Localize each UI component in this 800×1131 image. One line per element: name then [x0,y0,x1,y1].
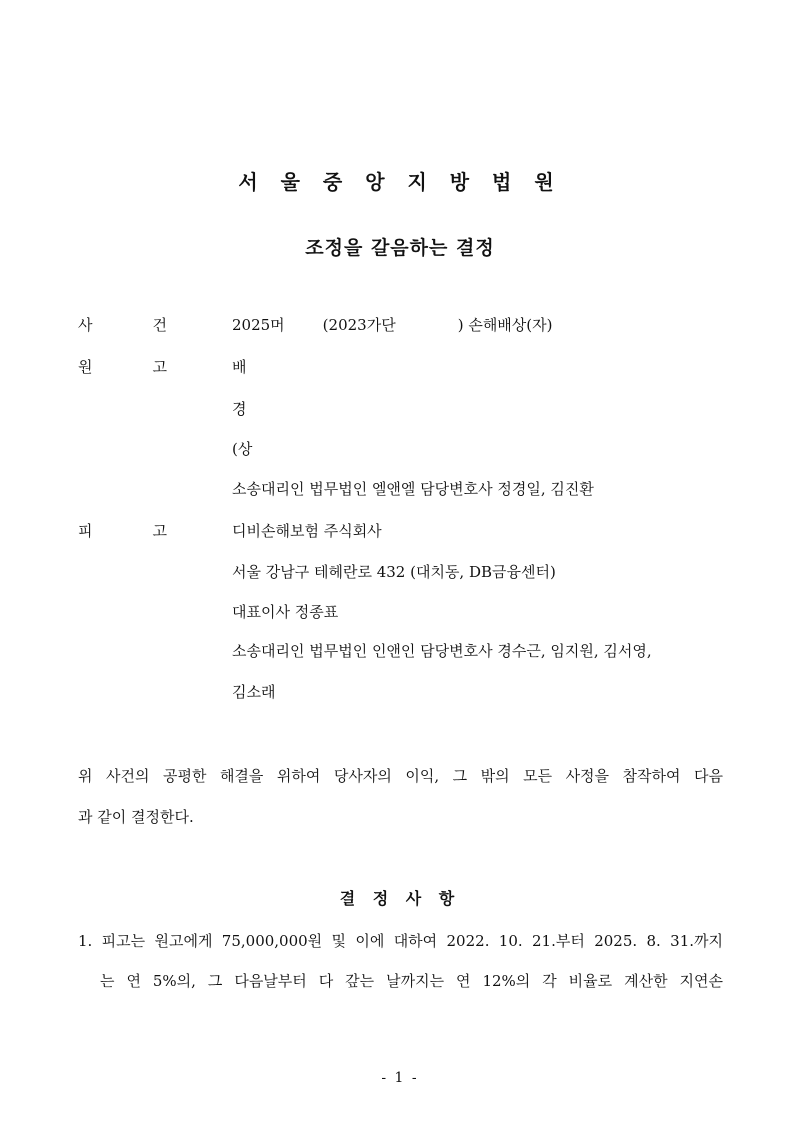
defendant-label-char-1: 피 [78,522,93,540]
plaintiff-address-detail: (상 [232,440,253,458]
intro-line-1: 위 사건의 공평한 해결을 위하여 당사자의 이익, 그 밖의 모든 사정을 참작하여 다음 [78,767,723,785]
case-label-char-2: 건 [152,316,167,334]
defendant-label [78,520,188,541]
intro-line-2: 과 같이 결정한다. [78,808,194,826]
defendant-representative: 대표이사 정종표 [232,603,339,621]
plaintiff-label [78,356,188,377]
plaintiff-attorney: 소송대리인 법무법인 엘앤엘 담당변호사 정경일, 김진환 [232,480,594,498]
case-label-char-1: 사 [78,316,93,334]
case-number: 2025머 [232,316,285,334]
case-label [78,314,188,335]
decision-item-1-continued: 는 연 5%의, 그 다음날부터 다 갚는 날까지는 연 12%의 각 비율로 계산한 지연손 [100,972,723,990]
case-name: 손해배상(자) [468,316,553,334]
defendant-name: 디비손해보험 주식회사 [232,522,382,540]
plaintiff-name: 배 [232,358,247,376]
case-info [232,314,552,335]
plaintiff-label-char-2: 고 [152,358,167,376]
defendant-attorney-continued: 김소래 [232,683,276,701]
plaintiff-label-char-1: 원 [78,358,93,376]
decision-item-1: 1. 피고는 원고에게 75,000,000원 및 이에 대하여 2022. 10. 21.부터 2025. 8. 31.까지 [78,932,723,950]
document-title: 조정을 갈음하는 결정 [305,237,495,259]
defendant-address: 서울 강남구 테헤란로 432 (대치동, DB금융센터) [232,563,556,581]
defendant-label-char-2: 고 [152,522,167,540]
page-number: - 1 - [381,1070,419,1086]
original-case-number: (2023가단 [322,316,396,334]
defendant-attorney: 소송대리인 법무법인 인앤인 담당변호사 경수근, 임지원, 김서영, [232,642,652,660]
court-name: 서 울 중 앙 지 방 법 원 [238,170,562,194]
plaintiff-address: 경 [232,400,247,418]
decision-title: 결 정 사 항 [339,889,461,908]
original-case-close: ) [457,316,464,334]
